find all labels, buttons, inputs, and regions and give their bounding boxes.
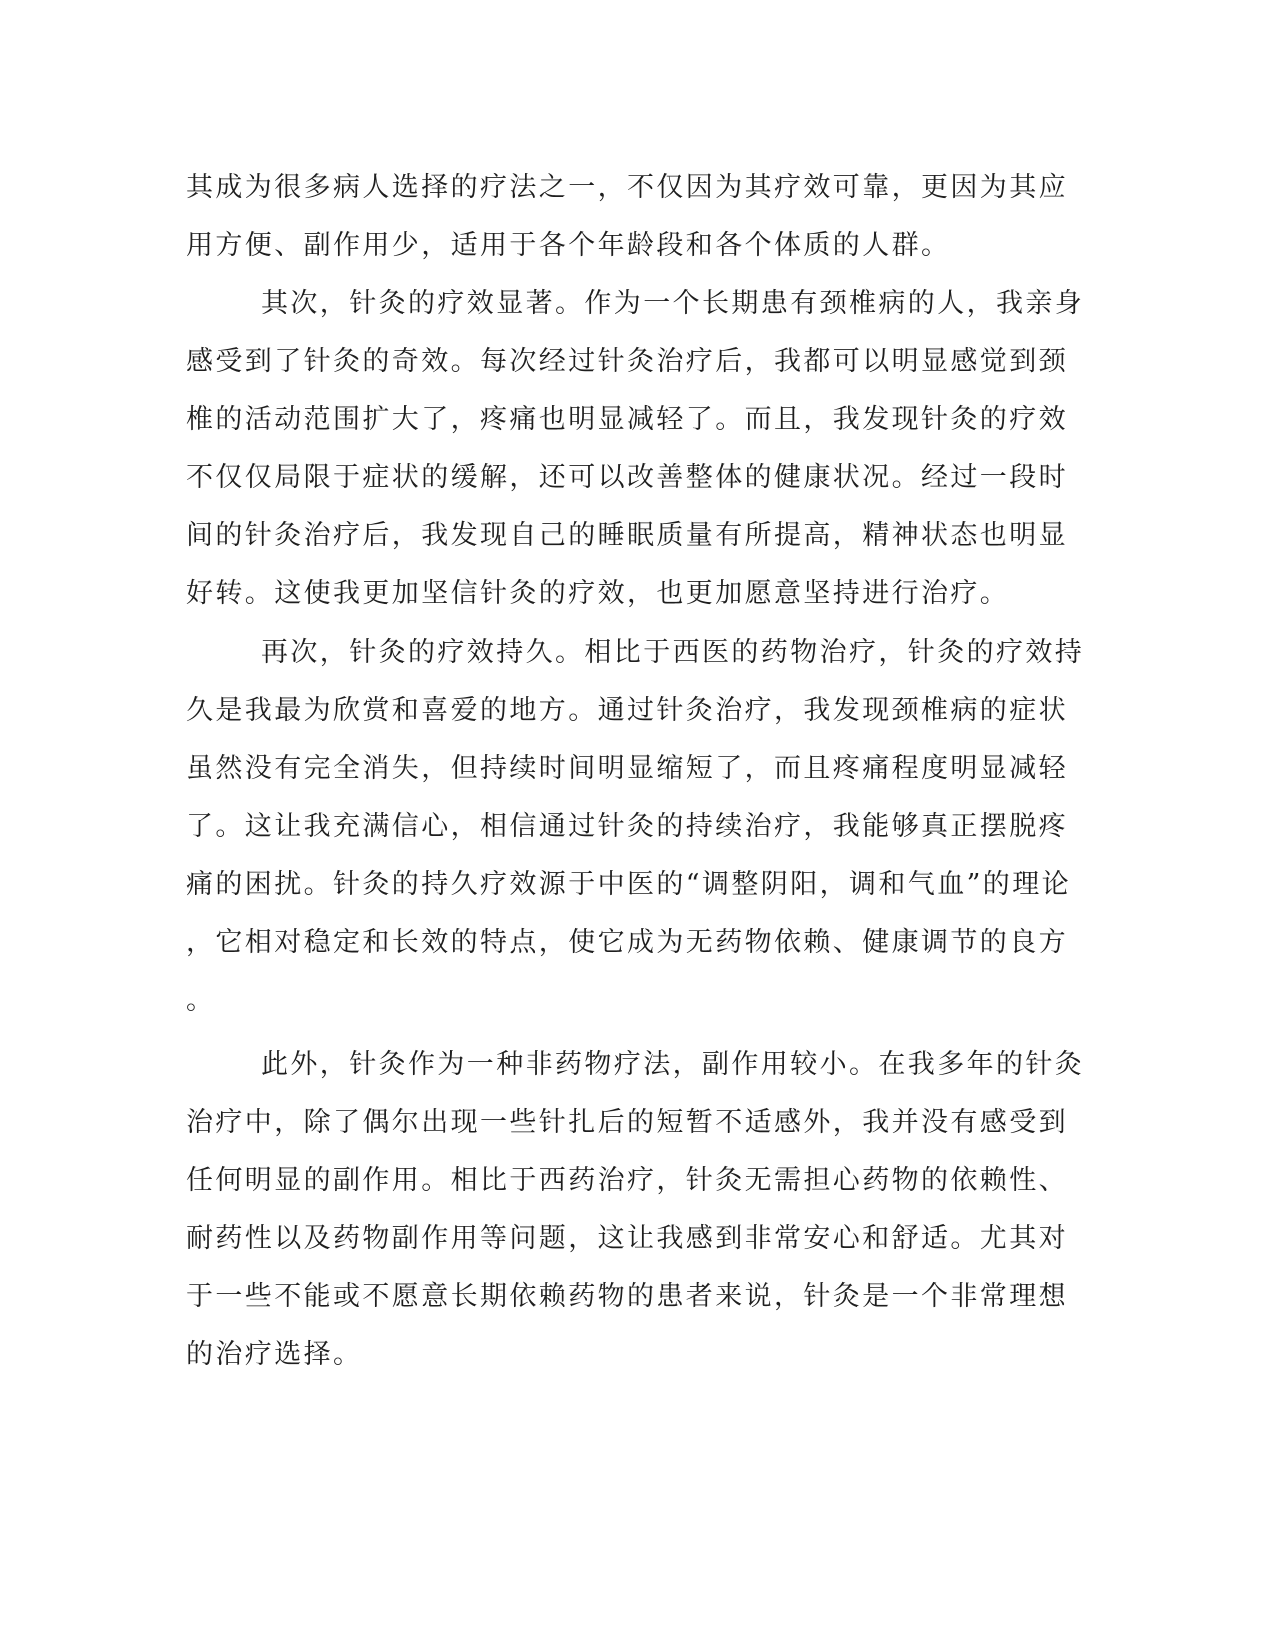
text-line-8: 好转。这使我更加坚信针灸的疗效，也更加愿意坚持进行治疗。: [186, 578, 1010, 609]
text-line-6: 不仅仅局限于症状的缓解，还可以改善整体的健康状况。经过一段时: [186, 462, 1068, 493]
text-line-15: 。: [186, 985, 216, 1016]
text-line-17: 治疗中，除了偶尔出现一些针扎后的短暂不适感外，我并没有感受到: [186, 1107, 1068, 1138]
text-line-5: 椎的活动范围扩大了，疼痛也明显减轻了。而且，我发现针灸的疗效: [186, 404, 1068, 435]
text-line-11: 虽然没有完全消失，但持续时间明显缩短了，而且疼痛程度明显减轻: [186, 753, 1068, 784]
text-line-2: 用方便、副作用少，适用于各个年龄段和各个体质的人群。: [186, 230, 951, 261]
text-line-1: 其成为很多病人选择的疗法之一，不仅因为其疗效可靠，更因为其应: [186, 172, 1068, 203]
text-line-21: 的治疗选择。: [186, 1339, 363, 1370]
paragraph-start-line: 其次，针灸的疗效显著。作为一个长期患有颈椎病的人，我亲身: [261, 288, 1085, 319]
text-line-18: 任何明显的副作用。相比于西药治疗，针灸无需担心药物的依赖性、: [186, 1165, 1068, 1196]
paragraph-start-line: 此外，针灸作为一种非药物疗法，副作用较小。在我多年的针灸: [261, 1049, 1085, 1080]
text-line-7: 间的针灸治疗后，我发现自己的睡眠质量有所提高，精神状态也明显: [186, 520, 1068, 551]
paragraph-start-line: 再次，针灸的疗效持久。相比于西医的药物治疗，针灸的疗效持: [261, 637, 1085, 668]
text-line-14: ，它相对稳定和长效的特点，使它成为无药物依赖、健康调节的良方: [186, 927, 1068, 958]
text-line-10: 久是我最为欣赏和喜爱的地方。通过针灸治疗，我发现颈椎病的症状: [186, 695, 1068, 726]
text-line-20: 于一些不能或不愿意长期依赖药物的患者来说，针灸是一个非常理想: [186, 1281, 1068, 1312]
text-line-13: 痛的困扰。针灸的持久疗效源于中医的“调整阴阳，调和气血”的理论: [186, 869, 1072, 900]
text-line-12: 了。这让我充满信心，相信通过针灸的持续治疗，我能够真正摆脱疼: [186, 811, 1068, 842]
text-line-19: 耐药性以及药物副作用等问题，这让我感到非常安心和舒适。尤其对: [186, 1223, 1068, 1254]
text-line-4: 感受到了针灸的奇效。每次经过针灸治疗后，我都可以明显感觉到颈: [186, 346, 1068, 377]
